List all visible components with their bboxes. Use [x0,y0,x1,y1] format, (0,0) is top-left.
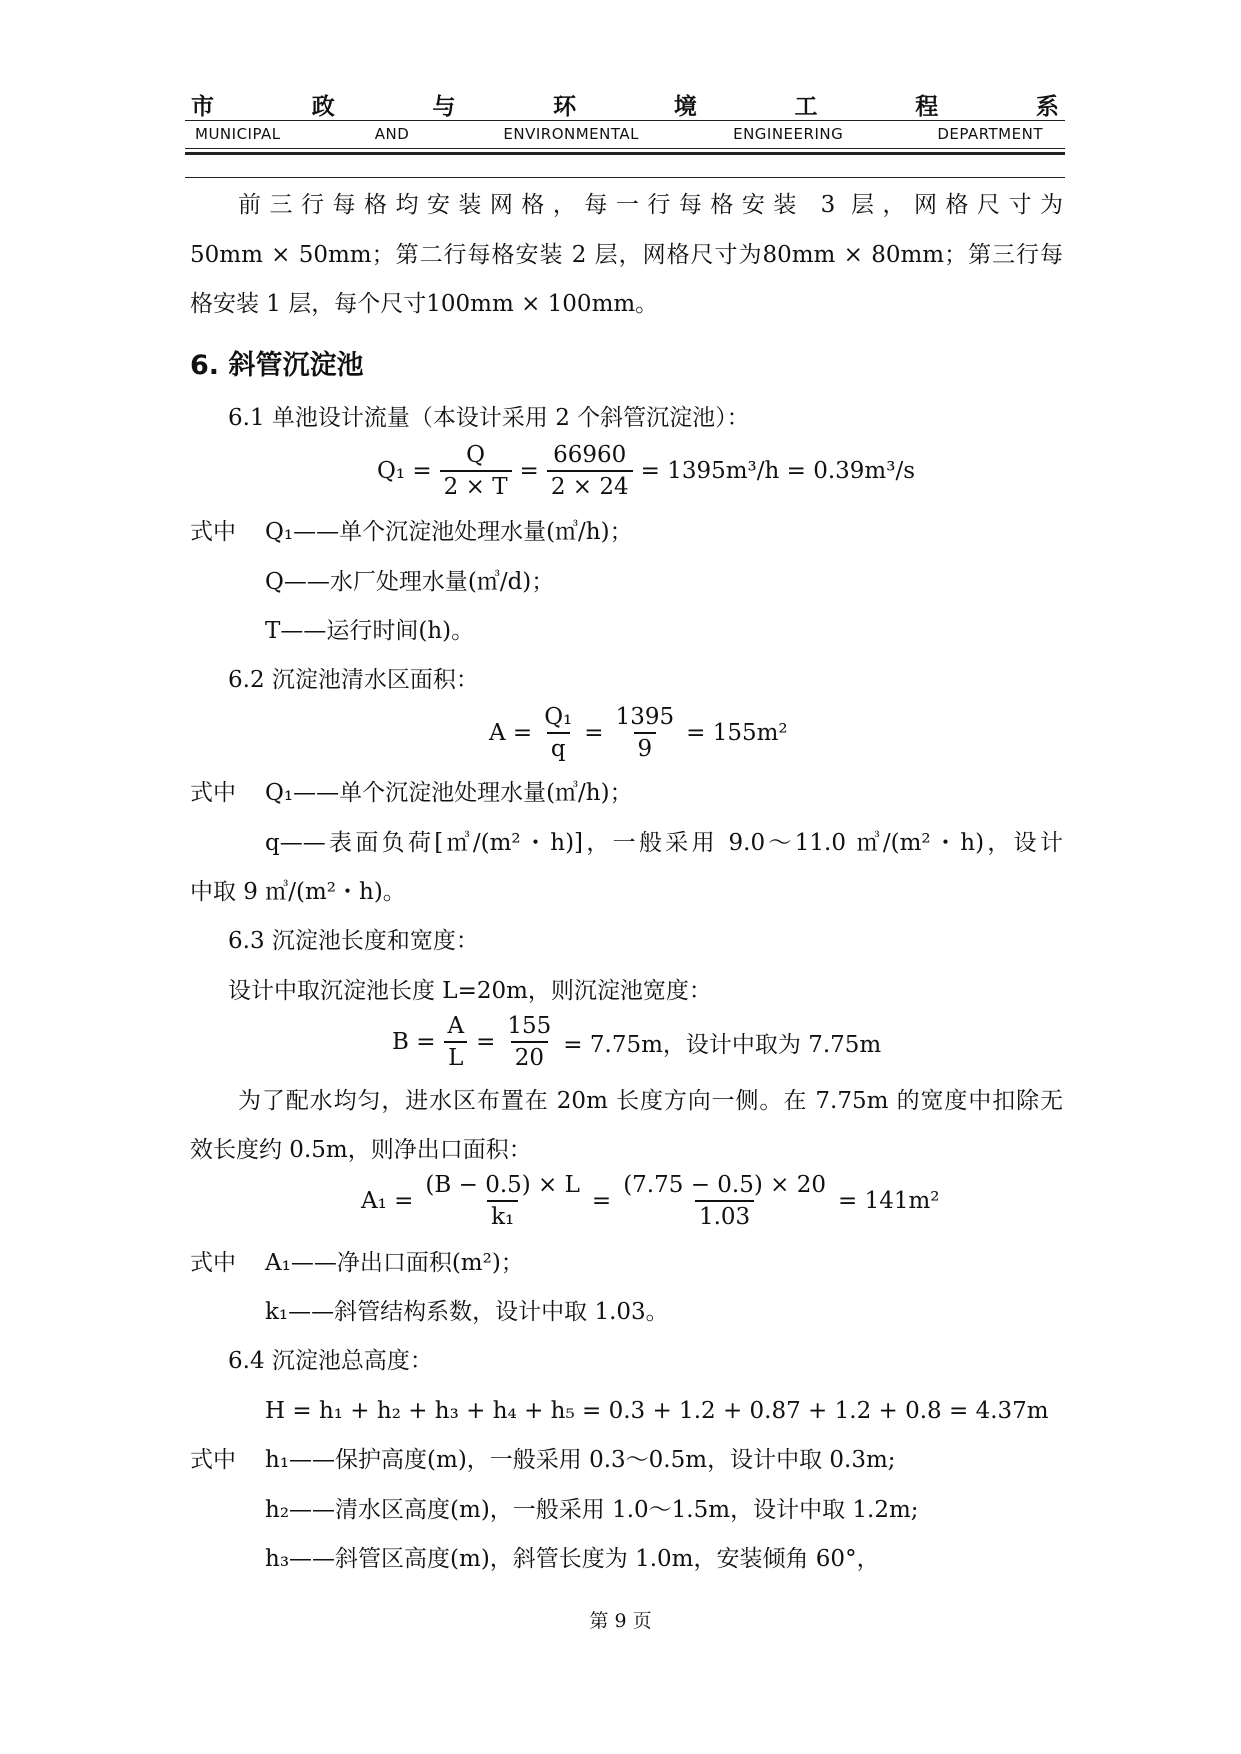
header-rule-top [185,120,1065,121]
header-word: MUNICIPAL [195,125,281,143]
fraction-denominator: 1.03 [695,1200,754,1230]
header-rule-bottom [185,177,1065,178]
eq-equals: = [591,1188,612,1214]
header-rule-mid [185,148,1065,149]
s63-title: 6.3 沉淀池长度和宽度： [228,928,479,954]
header-char: 政 [311,93,335,120]
intro-line-2: 50mm × 50mm；第二行每格安装 2 层，网格尺寸为80mm × 80mm；第三行每 [190,242,1063,268]
header-word: AND [374,125,410,143]
fraction-numerator: A [447,1013,465,1039]
eq-rhs: = 155m² [686,720,788,746]
fraction-denominator: 9 [634,732,657,762]
s63-def-2: k₁——斜管结构系数，设计中取 1.03。 [265,1299,669,1325]
s63-para-2: 效长度约 0.5m，则净出口面积： [190,1137,532,1163]
eq-fraction [540,704,576,762]
header-word: ENVIRONMENTAL [503,125,639,143]
fraction-denominator: L [444,1041,467,1071]
s62-def-1: Q₁——单个沉淀池处理水量(㎥/h)； [265,780,633,806]
where-label: 式中 [190,1250,236,1276]
eq-fraction [619,1172,830,1230]
fraction-numerator: 155 [507,1013,552,1039]
header-word: DEPARTMENT [937,125,1043,143]
s63-line-1: 设计中取沉淀池长度 L=20m，则沉淀池宽度： [228,978,712,1004]
header-char: 工 [794,93,818,120]
s61-def-1: Q₁——单个沉淀池处理水量(㎥/h)； [265,519,633,545]
s62-def-2: q——表面负荷[㎥/(m²・h)]，一般采用 9.0～11.0 ㎥/(m²・h)，设计 [265,830,1063,856]
s64-def-3: h₃——斜管区高度(m)，斜管长度为 1.0m，安装倾角 60°， [265,1546,880,1572]
fraction-denominator: 2 × T [440,470,512,500]
eq-lhs: Q₁ = [377,458,432,484]
header-char: 境 [673,93,697,120]
s64-title: 6.4 沉淀池总高度： [228,1348,433,1374]
fraction-numerator: 66960 [553,442,627,468]
header-rule-thick [185,152,1065,155]
intro-line-1: 前三行每格均安装网格，每一行每格安装 3 层，网格尺寸为 [238,192,1063,218]
eq-fraction [612,704,679,762]
s63-para-1: 为了配水均匀，进水区布置在 20m 长度方向一侧。在 7.75m 的宽度中扣除无 [238,1088,1063,1114]
page-number: 第 9 页 [589,1610,652,1632]
fraction-denominator: 20 [511,1041,548,1071]
eq-equals: = [476,1029,496,1055]
s61-def-3: T——运行时间(h)。 [265,618,475,644]
fraction-numerator: 1395 [615,704,675,730]
fraction-denominator: q [547,732,570,762]
header-char: 与 [432,93,456,120]
fraction-numerator: (7.75 − 0.5) × 20 [623,1172,826,1198]
s61-equation [373,442,919,500]
s62-equation [485,704,792,762]
header-word: ENGINEERING [733,125,844,143]
eq-lhs: A = [489,720,533,746]
s64-def-1: h₁——保护高度(m)，一般采用 0.3～0.5m，设计中取 0.3m; [265,1447,896,1473]
eq-equals: = [584,720,604,746]
eq-fraction [547,442,633,500]
s64-equation: H = h₁ + h₂ + h₃ + h₄ + h₅ = 0.3 + 1.2 + 0.87 + 1.2 + 0.8 = 4.37m [265,1398,1049,1424]
fraction-numerator: Q [466,442,486,468]
header-title-en [185,122,1065,146]
section-heading: 6. 斜管沉淀池 [190,350,364,381]
eq-rhs: = 141m² [838,1188,940,1214]
header-char: 环 [553,93,577,120]
where-label: 式中 [190,780,236,806]
intro-line-3: 格安装 1 层，每个尺寸100mm × 100mm。 [190,291,659,317]
where-label: 式中 [190,519,236,545]
eq-fraction [440,442,512,500]
eq-lhs: A₁ = [361,1188,414,1214]
s63-equation-area [357,1172,944,1230]
eq-fraction [443,1013,468,1071]
where-label: 式中 [190,1447,236,1473]
header-char: 程 [915,93,939,120]
s62-title: 6.2 沉淀池清水区面积： [228,667,479,693]
s63-def-1: A₁——净出口面积(m²)； [265,1250,524,1276]
eq-lhs: B = [392,1029,436,1055]
eq-rhs: = 1395m³/h = 0.39m³/s [640,458,916,484]
s61-title: 6.1 单池设计流量（本设计采用 2 个斜管沉淀池）： [228,405,750,431]
fraction-numerator: Q₁ [544,704,573,730]
s64-def-2: h₂——清水区高度(m)，一般采用 1.0～1.5m，设计中取 1.2m; [265,1497,919,1523]
header-char: 市 [191,93,214,120]
eq-fraction [503,1013,555,1071]
fraction-numerator: (B − 0.5) × L [425,1172,580,1198]
eq-equals: = [519,458,539,484]
s62-def-2-cont: 中取 9 ㎥/(m²・h)。 [190,879,406,905]
header-title-cn [185,86,1065,122]
fraction-denominator: 2 × 24 [547,470,633,500]
s61-def-2: Q——水厂处理水量(㎥/d)； [265,569,555,595]
eq-fraction [421,1172,584,1230]
s63-equation-width [388,1013,885,1071]
header-char: 系 [1035,93,1059,120]
fraction-denominator: k₁ [487,1200,518,1230]
eq-rhs: = 7.75m，设计中取为 7.75m [563,1031,882,1058]
